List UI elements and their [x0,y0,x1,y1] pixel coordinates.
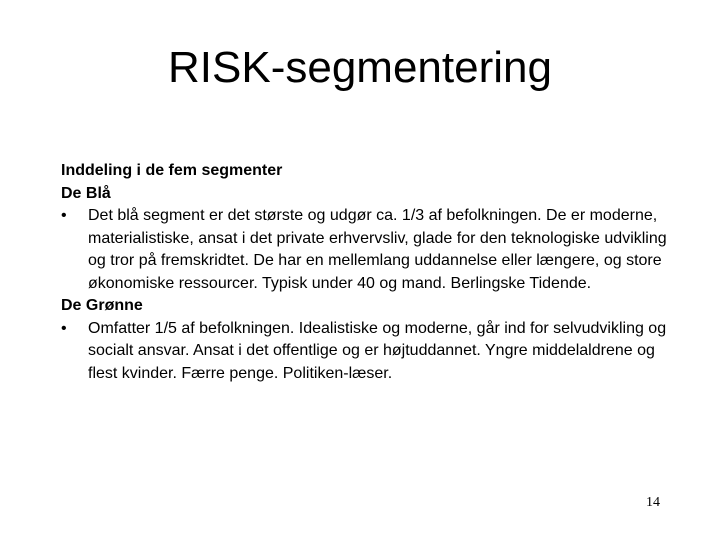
bullet-text-blue: Det blå segment er det største og udgør ca. 1/3 af befolkningen. De er moderne, materialistiske, ansat i det private erhvervsliv, glade for den teknologiske udvikling og tror på fremskridtet. De har en mellemlang uddannelse eller længere, og store økonomiske ressourcer. Typisk under 40 og mand. Berlingske Tidende. [88,207,667,292]
bullet-item-blue [61,205,681,295]
slide-body [61,160,681,385]
bullet-text-green: Omfatter 1/5 af befolkningen. Idealistiske og moderne, går ind for selvudvikling og socialt ansvar. Ansat i det offentlige og er højtuddannet. Yngre middelaldrene og flest kvinder. Færre penge. Politiken-læser. [88,319,667,382]
intro-heading: Inddeling i de fem segmenter [61,162,283,179]
bullet-icon: • [61,207,67,224]
section-heading-blue: De Blå [61,184,111,202]
slide-title: RISK-segmentering [168,43,552,92]
page-number: 14 [646,495,660,510]
section-heading-green: De Grønne [61,297,143,314]
bullet-item-green [61,318,681,386]
bullet-icon: • [61,319,67,337]
